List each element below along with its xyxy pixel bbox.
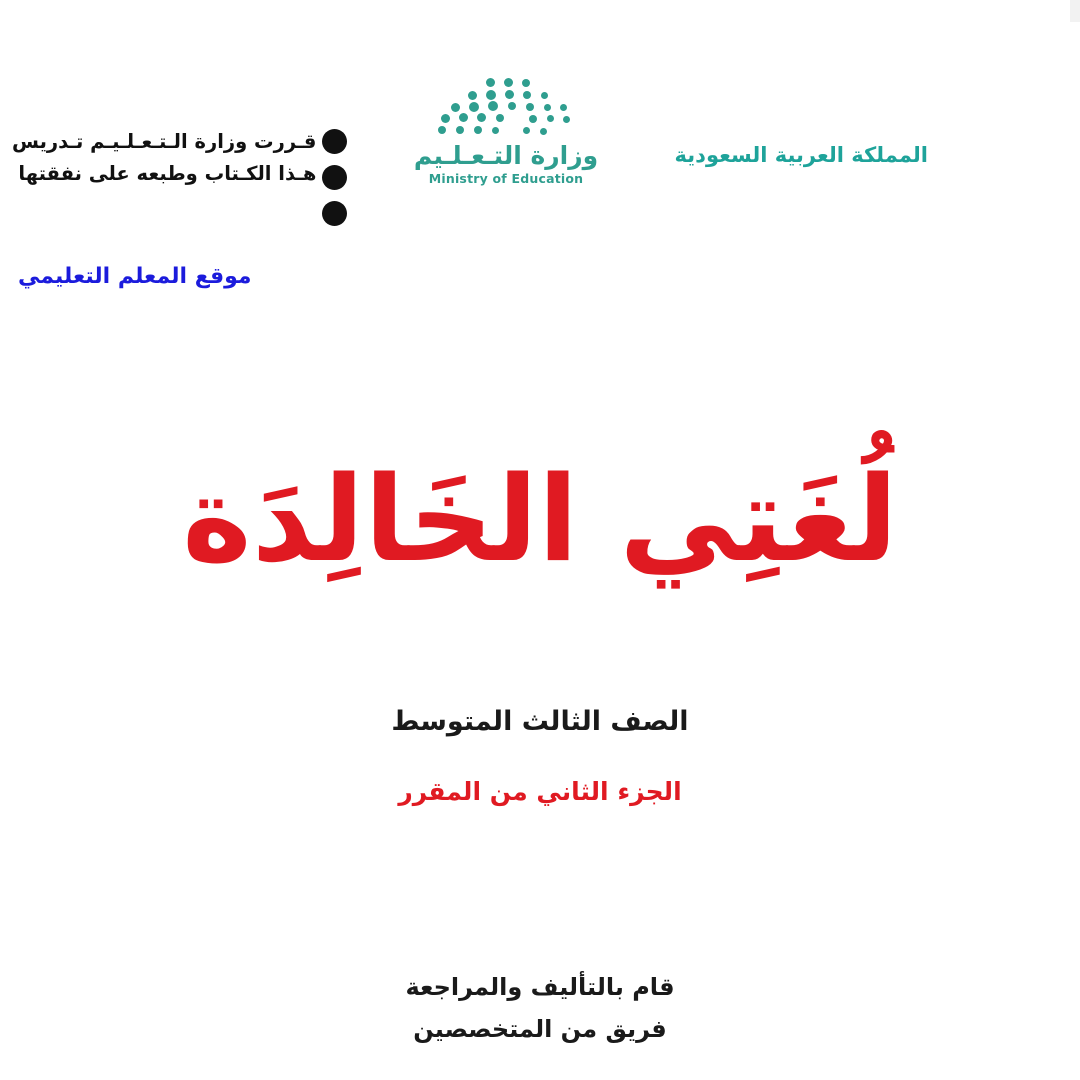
credits-line-1: قام بالتأليف والمراجعة (405, 973, 675, 1001)
book-part: الجزء الثاني من المقرر (398, 777, 682, 806)
decision-line-2: هـذا الكـتاب وطبعه على نفقتها (18, 161, 317, 185)
ministry-name-english: Ministry of Education (428, 170, 584, 186)
credits-line-2: فريق من المتخصصين (413, 1015, 667, 1043)
decision-text (12, 126, 316, 189)
decision-line-1: قـررت وزارة الـتـعـلـيـم تـدريس (12, 130, 317, 153)
page-edge-mark (1070, 0, 1080, 22)
ministry-name-arabic: وزارة التـعـلـيم (413, 141, 599, 170)
site-watermark: موقع المعلم التعليمي (18, 264, 252, 289)
book-credits (0, 966, 1080, 1050)
ministry-logo-block (411, 78, 601, 186)
book-title: لُغَتِي الخَالِدَة (182, 450, 898, 588)
ministry-decision-block (12, 126, 347, 226)
bullet-dots-icon (322, 126, 347, 226)
book-grade: الصف الثالث المتوسط (391, 706, 689, 737)
ministry-dots-icon (426, 78, 586, 140)
kingdom-label: المملكة العربية السعودية (674, 143, 928, 167)
